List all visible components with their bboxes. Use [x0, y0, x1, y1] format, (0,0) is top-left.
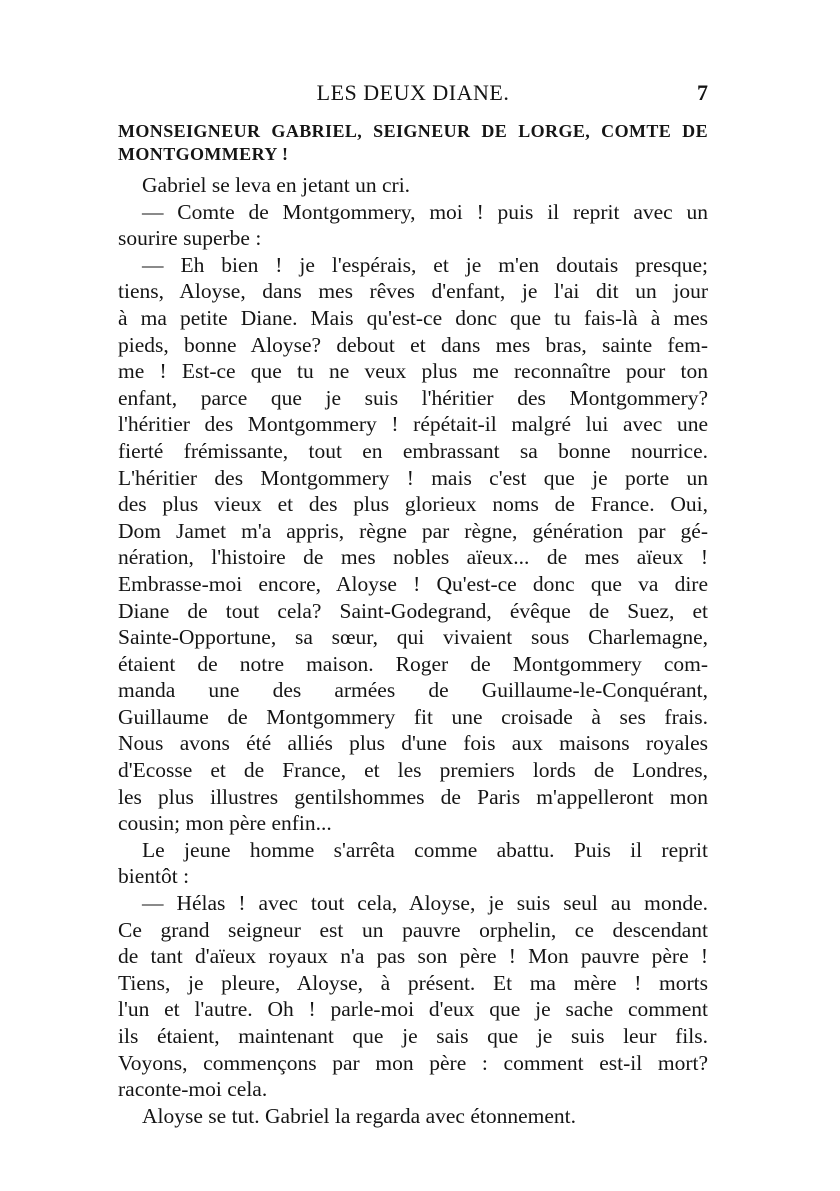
text-line: bientôt :: [118, 864, 190, 889]
text-line: manda une des armées de Guillaume-le-Conquérant,: [118, 678, 708, 703]
text-line: Tiens, je pleure, Aloyse, à présent. Et ma mère ! morts: [118, 970, 708, 995]
text-line: Embrasse-moi encore, Aloyse ! Qu'est-ce donc que va dire: [118, 571, 708, 596]
text-line: L'héritier des Montgommery ! mais c'est que je porte un: [118, 465, 708, 490]
text-line: Guillaume de Montgommery fit une croisade à ses frais.: [118, 704, 708, 729]
text-line: pieds, bonne Aloyse? debout et dans mes bras, sainte fem-: [118, 332, 708, 357]
text-line: Diane de tout cela? Saint-Godegrand, évêque de Suez, et: [118, 598, 708, 623]
text-line: des plus vieux et des plus glorieux noms de France. Oui,: [118, 492, 708, 517]
text-line: les plus illustres gentilshommes de Paris m'appelleront mon: [118, 784, 708, 809]
text-line: MONSEIGNEUR GABRIEL, SEIGNEUR DE LORGE, COMTE DE: [118, 121, 708, 141]
text-line: étaient de notre maison. Roger de Montgommery com-: [118, 651, 708, 676]
text-line: MONTGOMMERY !: [118, 144, 289, 164]
body-text: [118, 120, 708, 1129]
text-line: ils étaient, maintenant que je sais que je suis leur fils.: [118, 1024, 708, 1048]
text-line: Le jeune homme s'arrêta comme abattu. Puis il reprit: [142, 837, 708, 862]
text-line: Aloyse se tut. Gabriel la regarda avec étonnement.: [142, 1103, 576, 1128]
text-line: Dom Jamet m'a appris, règne par règne, génération par gé-: [118, 518, 708, 543]
text-line: cousin; mon père enfin...: [118, 811, 332, 836]
text-line: Voyons, commençons par mon père : comment est-il mort?: [118, 1050, 708, 1075]
text-line: me ! Est-ce que tu ne veux plus me reconnaître pour ton: [118, 359, 708, 384]
running-title: LES DEUX DIANE.: [316, 80, 510, 105]
text-line: fierté frémissante, tout en embrassant sa bonne nourrice.: [118, 438, 708, 463]
text-line: tiens, Aloyse, dans mes rêves d'enfant, je l'ai dit un jour: [118, 279, 708, 304]
text-line: — Comte de Montgommery, moi ! puis il reprit avec un: [142, 199, 708, 224]
text-line: Nous avons été alliés plus d'une fois aux maisons royales: [118, 731, 708, 756]
text-line: d'Ecosse et de France, et les premiers lords de Londres,: [118, 758, 708, 783]
text-line: à ma petite Diane. Mais qu'est-ce donc que tu fais-là à mes: [118, 305, 708, 330]
text-line: Sainte-Opportune, sa sœur, qui vivaient sous Charlemagne,: [118, 625, 708, 650]
text-line: — Hélas ! avec tout cela, Aloyse, je suis seul au monde.: [142, 891, 708, 916]
text-line: — Eh bien ! je l'espérais, et je m'en doutais presque;: [142, 252, 708, 277]
page-number: 7: [697, 80, 708, 105]
text-line: Gabriel se leva en jetant un cri.: [142, 173, 411, 197]
text-line: de tant d'aïeux royaux n'a pas son père ! Mon pauvre père !: [118, 944, 708, 969]
text-line: raconte-moi cela.: [118, 1077, 268, 1102]
text-line: enfant, parce que je suis l'héritier des Montgommery?: [118, 385, 708, 410]
text-line: l'un et l'autre. Oh ! parle-moi d'eux que je sache comment: [118, 997, 708, 1022]
text-line: sourire superbe :: [118, 226, 262, 251]
text-line: l'héritier des Montgommery ! répétait-il malgré lui avec une: [118, 412, 708, 437]
text-line: nération, l'histoire de mes nobles aïeux... de mes aïeux !: [118, 545, 708, 570]
text-line: Ce grand seigneur est un pauvre orphelin, ce descendant: [118, 917, 708, 942]
running-head: [118, 80, 708, 110]
